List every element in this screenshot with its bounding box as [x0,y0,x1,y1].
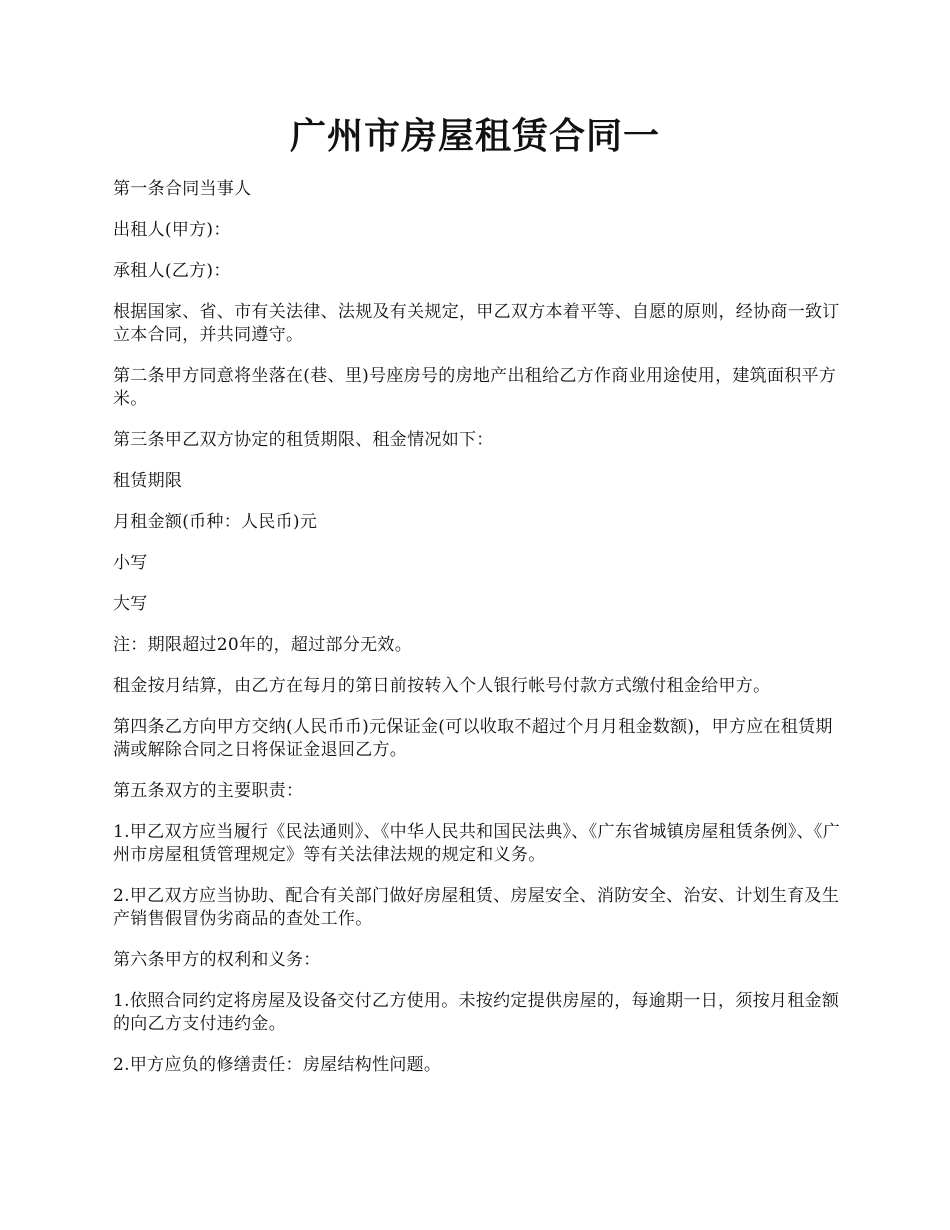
amount-lowercase-line: 小写 [113,553,148,573]
clause-5-item-1: 1.甲乙双方应当履行《民法通则》、《中华人民共和国民法典》、《广东省城镇房屋租赁条例》、《广州市房屋租赁管理规定》等有关法律法规的规定和义务。 [113,822,841,865]
document-body [113,178,841,1095]
term-note: 注：期限超过20年的，超过部分无效。 [113,635,413,655]
clause-6-heading: 第六条甲方的权利和义务： [113,950,321,970]
clause-1-heading: 第一条合同当事人 [113,179,252,199]
monthly-rent-line: 月租金额(币种：人民币)元 [113,512,318,532]
clause-5-heading: 第五条双方的主要职责： [113,781,304,801]
amount-uppercase-line: 大写 [113,594,148,614]
rent-settlement-paragraph: 租金按月结算，由乙方在每月的第日前按转入个人银行帐号付款方式缴付租金给甲方。 [113,676,771,696]
lessee-line: 承租人(乙方)： [113,261,231,281]
lessor-line: 出租人(甲方)： [113,220,231,240]
clause-3-heading: 第三条甲乙双方协定的租赁期限、租金情况如下： [113,430,494,450]
clause-6-item-1: 1.依照合同约定将房屋及设备交付乙方使用。未按约定提供房屋的，每逾期一日，须按月租金额的向乙方支付违约金。 [113,991,840,1034]
preamble-paragraph: 根据国家、省、市有关法律、法规及有关规定，甲乙双方本着平等、自愿的原则，经协商一致订立本合同，并共同遵守。 [113,302,840,345]
clause-6-item-2: 2.甲方应负的修缮责任：房屋结构性问题。 [113,1055,442,1075]
document-title: 广州市房屋租赁合同一 [289,115,660,157]
clause-2-paragraph: 第二条甲方同意将坐落在(巷、里)号座房号的房地产出租给乙方作商业用途使用，建筑面积平方米。 [113,366,837,409]
clause-4-paragraph: 第四条乙方向甲方交纳(人民币币)元保证金(可以收取不超过个月月租金数额)，甲方应在租赁期满或解除合同之日将保证金退回乙方。 [113,717,833,760]
clause-5-item-2: 2.甲乙双方应当协助、配合有关部门做好房屋租赁、房屋安全、消防安全、治安、计划生育及生产销售假冒伪劣商品的查处工作。 [113,886,840,929]
lease-term-line: 租赁期限 [113,471,183,491]
